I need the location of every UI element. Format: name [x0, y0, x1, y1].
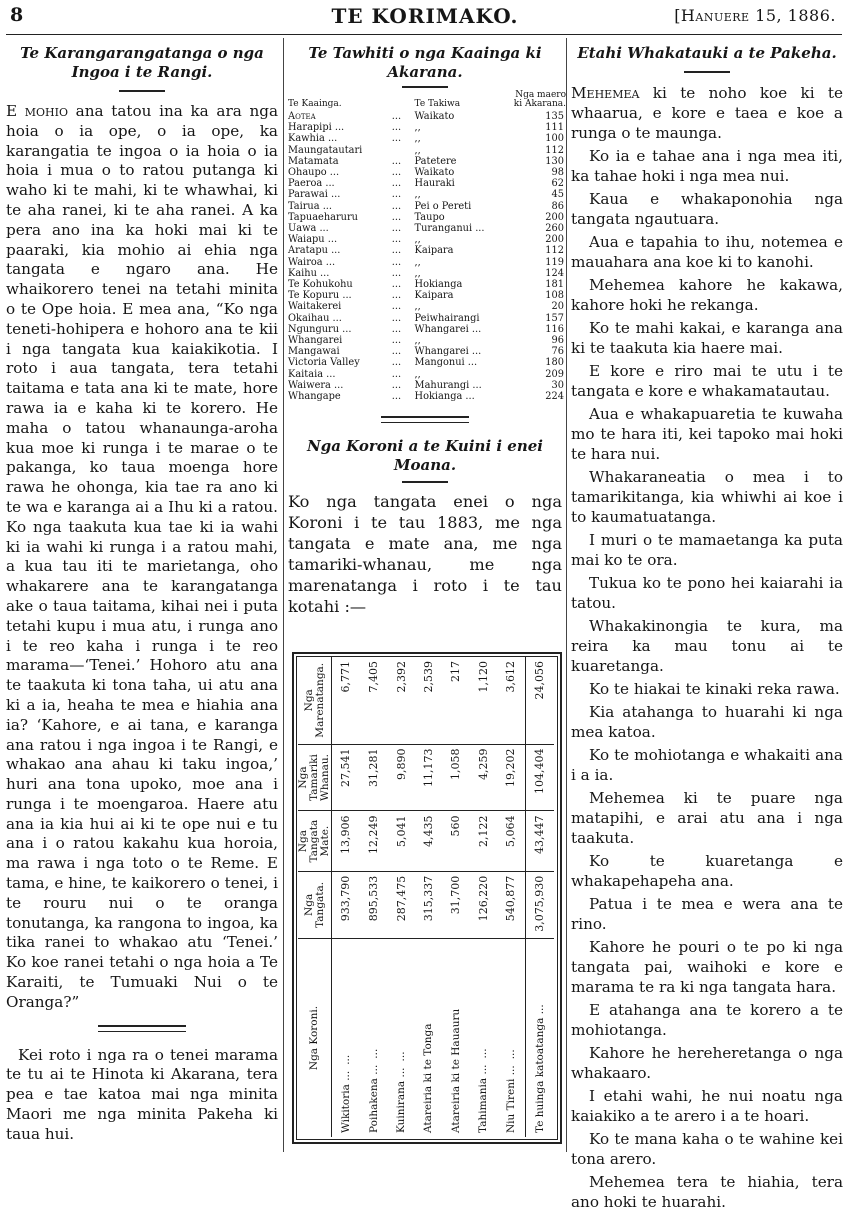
stat-value: 2,392	[387, 657, 414, 744]
proverb: Ko te mahi kakai, e karanga ana ki te taakuta kia haere mai.	[571, 319, 843, 357]
place-name: Kaihu ...	[288, 267, 330, 279]
district-name: Waikato	[414, 167, 455, 179]
district-name: ,,	[414, 144, 421, 156]
distance-row	[288, 357, 566, 368]
distance-row	[288, 201, 566, 212]
stat-row	[497, 657, 525, 1137]
distance-row	[288, 290, 566, 301]
stat-value: 5,041	[387, 811, 414, 871]
stat-value: 6,771	[332, 657, 360, 744]
miles-value: 157	[545, 312, 564, 324]
district-name: Patetere	[414, 155, 457, 167]
miles-value: 116	[545, 323, 564, 335]
column-1	[6, 40, 278, 1154]
district-name: Hokianga	[414, 279, 463, 291]
miles-value: 108	[545, 290, 564, 302]
paragraph-text: Ko nga tangata enei o nga Koroni i te tau 1883, me nga tangata e mate ana, me nga tamariki-whanau, me nga marenatanga i roto i te tau kotahi :—	[288, 492, 562, 617]
stat-row	[387, 657, 414, 1137]
proverb: Kaua e whakaponohia nga tangata ngautuara.	[571, 190, 843, 228]
stat-value: 104,404	[525, 744, 554, 811]
paragraph-text: ki te noho koe ki te whaarua, e kore e taea e koe a runga o te maunga.	[571, 84, 843, 142]
article-body-names	[6, 102, 278, 1013]
article-heading-distances: Te Tawhiti o nga Kaainga ki Akarana.	[308, 44, 542, 81]
miles-value: 100	[545, 133, 564, 145]
miles-value: 76	[551, 346, 564, 358]
leader-dots: ...	[477, 1048, 490, 1059]
colonies-intro	[288, 491, 562, 617]
leader-dots: ...	[391, 234, 402, 246]
leader-dots	[392, 145, 415, 156]
distance-row	[288, 279, 566, 290]
column-header: Nga Koroni.	[298, 939, 332, 1138]
district-name: ,,	[414, 189, 421, 201]
leader-dots: ...	[367, 1048, 380, 1059]
column-header: Te Kaainga.	[288, 99, 342, 109]
distance-row	[288, 324, 566, 335]
stat-value: 3,612	[497, 657, 525, 744]
leader-dots: ...	[391, 200, 402, 212]
distance-row	[288, 133, 566, 144]
stat-value: 1,058	[442, 744, 469, 811]
leader-dots: ...	[391, 301, 402, 313]
miles-value: 119	[545, 256, 564, 268]
stat-value: 933,790	[332, 871, 360, 938]
stat-value: 31,700	[442, 871, 469, 938]
stat-row	[360, 657, 387, 1137]
proverb: Aua e tapahia to ihu, notemea e mauahara ana koe ki to kanohi.	[571, 233, 843, 271]
heading-rule	[119, 90, 165, 92]
leader-dots: ...	[391, 335, 402, 347]
article-heading-names: Te Karangarangatanga o nga Ingoa i te Rangi.	[20, 44, 264, 81]
stat-value: 11,173	[415, 744, 442, 811]
distance-row	[288, 301, 566, 312]
proverb: E kore e riro mai te utu i te tangata e kore e whakamatautau.	[571, 362, 843, 400]
proverb: Ko te hiakai te kinaki reka rawa.	[589, 680, 840, 698]
dropcap-lead: E mohio	[6, 102, 68, 120]
miles-value: 112	[545, 245, 564, 257]
leader-dots: ...	[391, 368, 402, 380]
stat-value: 5,064	[497, 811, 525, 871]
proverb: Whakakinongia te kura, ma reira ka mau tonu ai te kuaretanga.	[571, 617, 843, 675]
colony-label: Atareiria ki te Hauauru	[449, 1008, 462, 1133]
stat-value: 895,533	[360, 871, 387, 938]
stat-value: 126,220	[470, 871, 497, 938]
section-rule	[98, 1025, 186, 1032]
colony-name	[360, 939, 387, 1138]
district-name: ,,	[414, 335, 421, 347]
distance-row	[288, 234, 566, 245]
place-name: Parawai ...	[288, 189, 341, 201]
column-header: Nga Tangata Mate.	[298, 811, 332, 871]
colony-label: Atareiria ki te Tonga	[422, 1023, 435, 1133]
heading-rule	[402, 86, 448, 88]
colony-label: Tahimania ...	[477, 1064, 490, 1133]
district-name: Pei o Pereti	[414, 200, 472, 212]
district-name: Taupo	[414, 211, 445, 223]
leader-dots: ...	[391, 379, 402, 391]
miles-value: 130	[545, 155, 564, 167]
colony-name	[415, 939, 442, 1138]
district-name: Mangonui ...	[414, 357, 478, 369]
colony-name	[442, 939, 469, 1138]
colony-name	[470, 939, 497, 1138]
miles-value: 86	[551, 200, 564, 212]
place-name: Waiwera ...	[288, 379, 344, 391]
miles-value: 62	[551, 178, 564, 190]
stat-value: 2,122	[470, 811, 497, 871]
distance-row	[288, 145, 566, 156]
proverb: Mehemea kahore he kakawa, kahore hoki he rekanga.	[571, 276, 843, 314]
district-name: ,,	[414, 256, 421, 268]
place-name: Ngunguru ...	[288, 323, 352, 335]
proverb: Aua e whakapuaretia te kuwaha mo te hara iti, kei tapoko mai hoki te hara nui.	[571, 405, 843, 463]
proverb: Mehemea ki te puare nga matapihi, e arai atu ana i nga taakuta.	[571, 789, 843, 847]
place-name: Kawhia ...	[288, 133, 338, 145]
district-name: ,,	[414, 133, 421, 145]
proverb: Patua i te mea e wera ana te rino.	[571, 895, 843, 933]
stat-value: 2,539	[415, 657, 442, 744]
distance-row	[288, 369, 566, 380]
district-name: Mahurangi ...	[414, 379, 482, 391]
distance-row	[288, 156, 566, 167]
miles-value: 200	[545, 211, 564, 223]
proverb: Kia atahanga to huarahi ki nga mea katoa.	[571, 703, 843, 741]
distance-row	[288, 178, 566, 189]
colony-label: Niu Tireni ...	[504, 1065, 517, 1133]
district-name: Hauraki	[414, 178, 455, 190]
distance-row	[288, 268, 566, 279]
miles-value: 96	[551, 335, 564, 347]
proverb: Ko te mohiotanga e whakaiti ana i a ia.	[571, 746, 843, 784]
proverb	[571, 83, 843, 143]
stat-value: 13,906	[332, 811, 360, 871]
newspaper-title: TE KORIMAKO.	[331, 4, 519, 28]
leader-dots: ...	[391, 155, 402, 167]
proverb: Kahore he hereheretanga o nga whakaaro.	[571, 1044, 843, 1082]
stat-value: 287,475	[387, 871, 414, 938]
place-name: Okaihau ...	[288, 312, 342, 324]
distance-row	[288, 212, 566, 223]
proverb: Tukua ko te pono hei kaiarahi ia tatou.	[571, 574, 843, 612]
distance-row	[288, 223, 566, 234]
district-name: Hokianga ...	[414, 391, 475, 403]
place-name: Aratapu ...	[288, 245, 341, 257]
stat-total-row	[525, 657, 554, 1137]
colony-name	[332, 939, 360, 1138]
miles-value: 112	[545, 144, 564, 156]
section-rule	[381, 416, 469, 423]
place-name: Paeroa ...	[288, 178, 335, 190]
column-divider-1	[283, 38, 284, 1152]
stat-row	[332, 657, 360, 1137]
place-name: Tapuaeharuru	[288, 211, 358, 223]
colony-name	[525, 939, 554, 1138]
article-heading-colonies: Nga Koroni a te Kuini i enei Moana.	[307, 437, 543, 475]
heading-rule	[402, 481, 448, 483]
leader-dots: ...	[339, 1054, 352, 1065]
column-header: Nga Marenatanga.	[298, 657, 332, 744]
place-name: Tairua ...	[288, 200, 333, 212]
colony-label: Kuinirana ...	[395, 1067, 408, 1133]
column-header: Nga Tangata.	[298, 871, 332, 938]
stat-value: 12,249	[360, 811, 387, 871]
miles-value: 98	[551, 167, 564, 179]
distance-row	[288, 346, 566, 357]
stat-value: 4,259	[470, 744, 497, 811]
colony-label: Te huinga katoatanga ...	[533, 1004, 546, 1133]
stat-value: 27,541	[332, 744, 360, 811]
leader-dots: ...	[391, 133, 402, 145]
page-number: 8	[10, 4, 24, 26]
stat-row	[442, 657, 469, 1137]
place-name: Te Kohukohu	[288, 279, 353, 291]
leader-dots: ...	[391, 111, 402, 122]
district-name: ,,	[414, 301, 421, 313]
distance-row	[288, 111, 566, 122]
district-name: Whangarei ...	[414, 346, 482, 358]
distance-row	[288, 335, 566, 346]
place-name: Uawa ...	[288, 223, 329, 235]
leader-dots: ...	[504, 1049, 517, 1060]
stat-value: 31,281	[360, 744, 387, 811]
miles-value: 200	[545, 234, 564, 246]
stat-row	[415, 657, 442, 1137]
place-name: Aotea	[288, 111, 316, 122]
miles-value: 224	[545, 391, 564, 403]
stat-value: 4,435	[415, 811, 442, 871]
colony-label: Poihakena ...	[367, 1064, 380, 1133]
dropcap-lead: Mehemea	[571, 84, 640, 102]
colony-name	[387, 939, 414, 1138]
stat-value: 217	[442, 657, 469, 744]
miles-value: 260	[545, 223, 564, 235]
place-name: Ohaupo ...	[288, 167, 340, 179]
proverb: Ko te kuaretanga e whakapehapeha ana.	[571, 852, 843, 890]
leader-dots: ...	[391, 267, 402, 279]
colony-label: Wikitoria ...	[339, 1070, 352, 1133]
leader-dots: ...	[391, 290, 402, 302]
miles-value: 45	[551, 189, 564, 201]
leader-dots: ...	[391, 178, 402, 190]
place-name: Victoria Valley	[288, 357, 360, 369]
district-name: ,,	[414, 368, 421, 380]
header-rule	[6, 34, 842, 35]
colony-name	[497, 939, 525, 1138]
proverb: Mehemea tera te hiahia, tera ano hoki te huarahi.	[571, 1173, 843, 1211]
article-body-hinota	[6, 1046, 278, 1145]
place-name: Waiapu ...	[288, 234, 338, 246]
place-name: Whangape	[288, 391, 341, 403]
stat-value: 7,405	[360, 657, 387, 744]
miles-value: 209	[545, 368, 564, 380]
article-paragraph	[6, 102, 278, 1013]
leader-dots: ...	[391, 211, 402, 223]
district-name: ,,	[414, 122, 421, 134]
distance-row	[288, 313, 566, 324]
place-name: Wairoa ...	[288, 256, 336, 268]
column-header: Nga Tamariki Whanau.	[298, 744, 332, 811]
miles-value: 135	[545, 111, 564, 122]
proverb: I muri o te mamaetanga ka puta mai ko te ora.	[571, 531, 843, 569]
place-name: Matamata	[288, 155, 339, 167]
place-name: Te Kopuru ...	[288, 290, 352, 302]
distance-row	[288, 167, 566, 178]
leader-dots: ...	[391, 223, 402, 235]
miles-value: 124	[545, 267, 564, 279]
proverb: E atahanga ana te korero a te mohiotanga.	[571, 1001, 843, 1039]
district-name: Peiwhairangi	[414, 312, 480, 324]
column-header: Te Takiwa	[414, 99, 461, 109]
distance-table	[288, 91, 566, 402]
stat-row	[470, 657, 497, 1137]
stat-value: 19,202	[497, 744, 525, 811]
stat-value: 315,337	[415, 871, 442, 938]
proverb: Kahore he pouri o te po ki nga tangata pai, waihoki e kore e marama te ra ki nga tangata hara.	[571, 938, 843, 996]
distance-row	[288, 189, 566, 200]
miles-value: 111	[545, 122, 564, 134]
place-name: Harapipi ...	[288, 122, 345, 134]
article-paragraph: Kei roto i nga ra o tenei marama te tu ai te Hinota ki Akarana, tera pea e tae katoa mai nga minita Maori me nga minita Pakeha ki taua hui.	[6, 1045, 278, 1143]
page-header	[0, 0, 850, 34]
district-name: Kaipara	[414, 245, 454, 257]
district-name: ,,	[414, 234, 421, 246]
miles-value: 20	[551, 301, 564, 313]
place-name: Waitakerei	[288, 301, 342, 313]
district-name: Kaipara	[414, 290, 454, 302]
stat-value: 560	[442, 811, 469, 871]
leader-dots: ...	[391, 323, 402, 335]
leader-dots: ...	[391, 122, 402, 134]
leader-dots: ...	[391, 346, 402, 358]
stat-value: 9,890	[387, 744, 414, 811]
proverb: Whakaraneatia o mea i to tamarikitanga, kia whiwhi ai koe i to kaumatuatanga.	[571, 468, 843, 526]
proverb: Ko te mana kaha o te wahine kei tona arero.	[571, 1130, 843, 1168]
proverb: I etahi wahi, he nui noatu nga kaiakiko a te arero i a te hoari.	[571, 1087, 843, 1125]
miles-value: 181	[545, 279, 564, 291]
stat-value: 1,120	[470, 657, 497, 744]
colony-statistics-table	[292, 652, 562, 1144]
column-divider-2	[566, 38, 567, 1152]
distance-row	[288, 380, 566, 391]
leader-dots: ...	[391, 279, 402, 291]
distance-row	[288, 257, 566, 268]
leader-dots: ...	[391, 391, 402, 403]
paragraph-text: ana tatou ina ka ara nga hoia o ia ope, o ia ope, ka karangatia te ingoa o ia hoia o ia hoia i mua o to ratou putanga ki waho ki te mahi, ki te whawhai, ki te aha ranei, ki te aha ranei. A ka pera ano ina ka hoki mai ki te paaraki, kia mohio ai ehia nga tangata e ngaro ana. He whaikorero tenei na tetahi minita o te Ope hoia. E mea ana, “Ko nga teneti-hohipera e hohoro ana te kii i nga tangata kua kaiakikotia. I roto i aua tangata, tera tetahi taitama e tata ana ki te mate, hore rawa ia e kaha ki te korero. He maha o tatou whanaunga-aroha kua moe ki runga i te marae o te pakanga, ko taua moenga hore rawa he ohonga, kia tae ra ano ki te wa e karanga ai a Ihu ki a ratou. Ko nga taakuta kua tae ki ia wahi ki ia wahi ki runga i a ratou mahi, a kua tau iti te marietanga, oho whakarere ana te karangatanga ake o taua taitama, kihai nei i puta tetahi kupu i mua atu, i runga ano i te reo kaha i runga i te reo marama—‘Tenei.’ Hohoro atu ana te taakuta ki tona taha, ui atu ana ki a ia, heaha te mea e hiahia ana ia? ‘Kahore, e ai tana, e karanga ana ratou i nga ingoa i te Rangi, e whakao ana ahau ki taku ingoa,’ huri ana tona upoko, moe ana i runga i te moengaroa. Haere atu ana ia kia hui ai ki te ope nui e tu ana i o ratou kakahu kua horoia, ma rawa i nga toto o te Reme. E tama, e hine, te kaikorero o tenei, i te rouru nui o te oranga tonutanga, ka rangona to ingoa, ka tika ranei to whakao atu ‘Tenei.’ Ko koe ranei tetahi o nga hoia a Te Karaiti, te Tumuaki Nui o te Oranga?”	[6, 102, 278, 1011]
place-name: Kaitaia ...	[288, 368, 336, 380]
district-name: Whangarei ...	[414, 323, 482, 335]
leader-dots: ...	[395, 1051, 408, 1062]
stat-value: 3,075,930	[525, 871, 554, 938]
distance-row	[288, 245, 566, 256]
place-name: Whangarei	[288, 335, 343, 347]
miles-value: 30	[551, 379, 564, 391]
leader-dots: ...	[391, 256, 402, 268]
district-name: Turanganui ...	[414, 223, 485, 235]
leader-dots: ...	[391, 357, 402, 369]
issue-date: [Hanuere 15, 1886.	[674, 6, 836, 25]
proverbs-list	[571, 83, 843, 1212]
place-name: Mangawai	[288, 346, 340, 358]
heading-rule	[684, 71, 730, 73]
stat-value: 540,877	[497, 871, 525, 938]
distance-row	[288, 391, 566, 402]
miles-value: 180	[545, 357, 564, 369]
leader-dots: ...	[391, 312, 402, 324]
distance-row	[288, 122, 566, 133]
district-name: ,,	[414, 267, 421, 279]
article-heading-proverbs: Etahi Whakatauki a te Pakeha.	[577, 44, 837, 62]
leader-dots: ...	[391, 167, 402, 179]
column-3	[571, 40, 843, 1211]
stat-value: 24,056	[525, 657, 554, 744]
leader-dots: ...	[391, 245, 402, 257]
place-name: Maungatautari	[288, 144, 363, 156]
proverb: Ko ia e tahae ana i nga mea iti, ka tahae hoki i nga mea nui.	[571, 147, 843, 185]
district-name: Waikato	[414, 111, 455, 122]
leader-dots: ...	[391, 189, 402, 201]
column-header: Nga maero ki Akarana.	[513, 90, 566, 109]
stat-value: 43,447	[525, 811, 554, 871]
